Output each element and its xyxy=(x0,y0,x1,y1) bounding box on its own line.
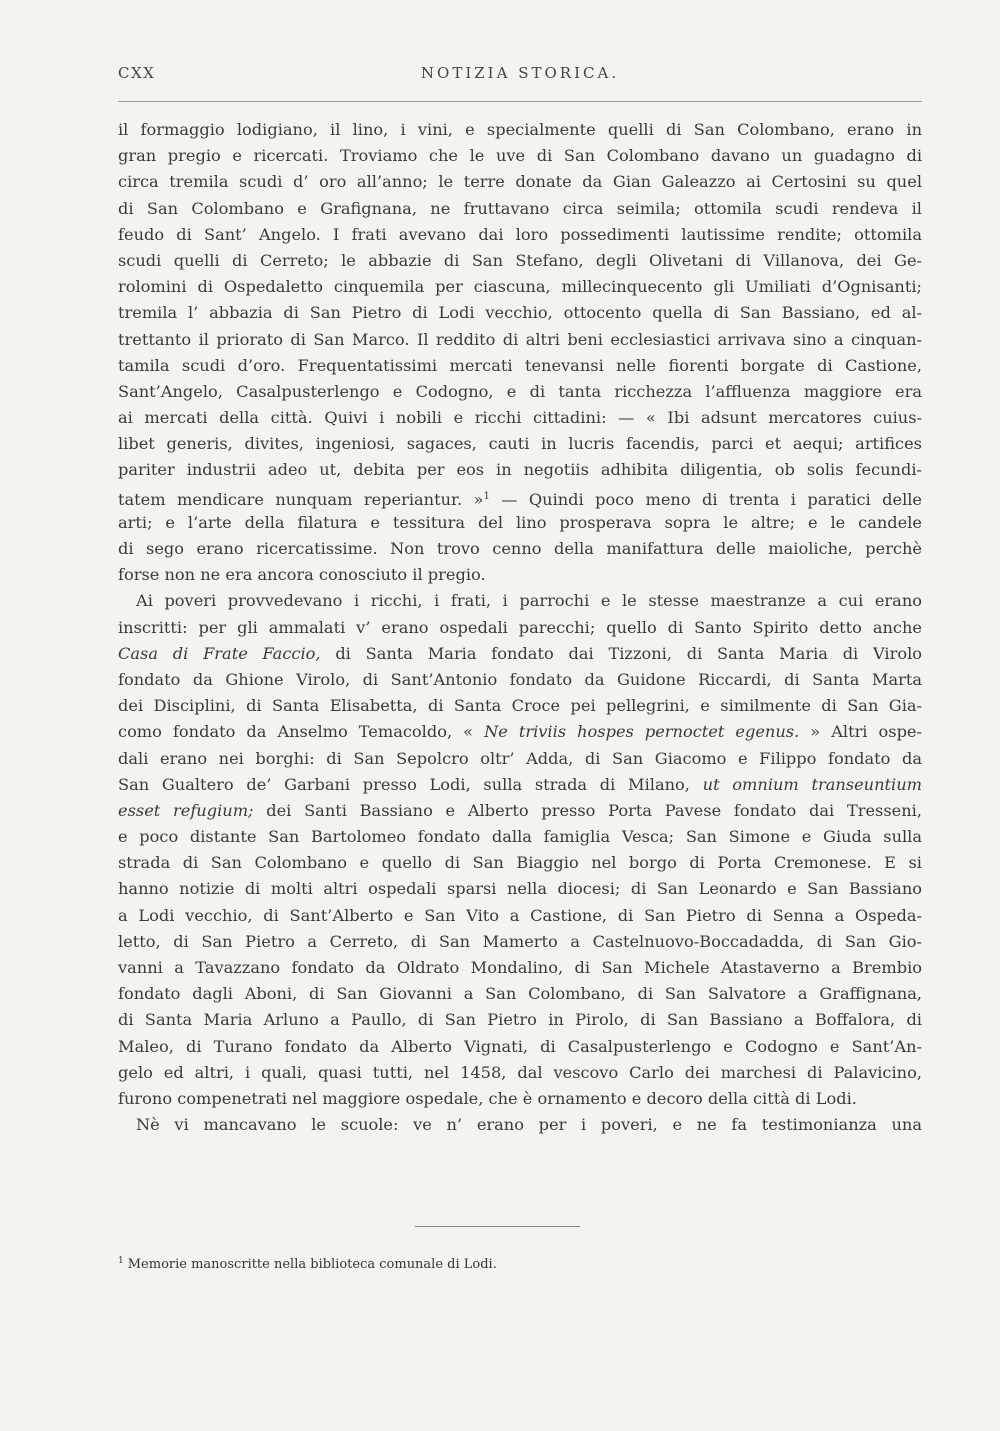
text-line: a Lodi vecchio, di Sant’Alberto e San Vito a Castione, di San Pietro di Senna a Ospeda- xyxy=(118,905,922,925)
text-line: dei Disciplini, di Santa Elisabetta, di Santa Croce pei pellegrini, e similmente di San Gia- xyxy=(118,696,922,716)
paragraph-first-line: Ai poveri provvedevano i ricchi, i frati, i parrochi e le stesse maestranze a cui erano xyxy=(136,591,922,611)
italic-quote: Ne triviis hospes pernoctet egenus. xyxy=(484,722,800,742)
text-line: hanno notizie di molti altri ospedali sparsi nella diocesi; di San Leonardo e San Bassiano xyxy=(118,879,922,899)
text-line: strada di San Colombano e quello di San Biaggio nel borgo di Porta Cremonese. E si xyxy=(118,853,922,873)
text-line: dali erano nei borghi: di San Sepolcro oltr’ Adda, di San Giacomo e Filippo fondato da xyxy=(118,748,922,768)
text-line: di Santa Maria Arluno a Paullo, di San Pietro in Pirolo, di San Bassiano a Boffalora, di xyxy=(118,1010,922,1030)
italic-text: esset refugium; xyxy=(118,800,254,820)
text-line: libet generis, divites, ingeniosi, sagaces, cauti in lucris facendis, parci et aequi; artifices xyxy=(118,434,922,454)
text-line: letto, di San Pietro a Cerreto, di San Mamerto a Castelnuovo-Boccadadda, di San Gio- xyxy=(118,931,922,951)
text-fragment: San Gualtero de’ Garbani presso Lodi, sulla strada di Milano, xyxy=(118,774,703,794)
footnote xyxy=(118,1256,922,1272)
page-number: CXX xyxy=(118,64,156,82)
text-line: Maleo, di Turano fondato da Alberto Vignati, di Casalpusterlengo e Codogno e Sant’An- xyxy=(118,1036,922,1056)
text-fragment: como fondato da Anselmo Temacoldo, « xyxy=(118,722,485,742)
text-fragment: dei Santi Bassiano e Alberto presso Porta Pavese fondato dai Tresseni, xyxy=(253,800,922,820)
text-line xyxy=(118,798,922,824)
text-line: tremila l’ abbazia di San Pietro di Lodi vecchio, ottocento quella di San Bassiano, ed al- xyxy=(118,303,922,323)
text-line: ai mercati della città. Quivi i nobili e ricchi cittadini: — « Ibi adsunt mercatores cuius- xyxy=(118,408,922,428)
text-fragment: di Santa Maria fondato dai Tizzoni, di Santa Maria di Virolo xyxy=(320,643,922,663)
body-text xyxy=(118,117,922,1138)
text-line xyxy=(118,641,922,667)
text-line: arti; e l’arte della filatura e tessitura del lino prosperava sopra le altre; e le candele xyxy=(118,512,922,532)
text-line: gran pregio e ricercati. Troviamo che le uve di San Colombano davano un guadagno di xyxy=(118,146,922,166)
text-line: Sant’Angelo, Casalpusterlengo e Codogno, e di tanta ricchezza l’affluenza maggiore era xyxy=(118,381,922,401)
text-line: di sego erano ricercatissime. Non trovo cenno della manifattura delle maioliche, perchè xyxy=(118,539,922,558)
text-line: feudo di Sant’ Angelo. I frati avevano dai loro possedimenti lautissime rendite; ottomila xyxy=(118,224,922,244)
paragraph-end-line: forse non ne era ancora conosciuto il pregio. xyxy=(118,565,486,585)
page-header xyxy=(118,64,922,88)
text-fragment: tatem mendicare nunquam reperiantur. » xyxy=(118,489,484,509)
text-line: gelo ed altri, i quali, quasi tutti, nel 1458, dal vescovo Carlo dei marchesi di Palavicino, xyxy=(118,1062,922,1082)
text-line: fondato dagli Aboni, di San Giovanni a San Colombano, di San Salvatore a Graffignana, xyxy=(118,984,922,1004)
text-fragment: » Altri ospe- xyxy=(799,722,922,742)
text-line: il formaggio lodigiano, il lino, i vini, e specialmente quelli di San Colombano, erano in xyxy=(118,120,922,139)
italic-text: Casa di Frate Faccio, xyxy=(118,643,321,663)
italic-text: ut omnium transeuntium xyxy=(702,774,922,794)
text-line: inscritti: per gli ammalati v’ erano ospedali parecchi; quello di Santo Spirito detto anche xyxy=(118,617,922,637)
running-title: NOTIZIA STORICA. xyxy=(420,64,620,82)
text-fragment: — Quindi poco meno di trenta i paratici delle xyxy=(489,489,922,509)
footnote-mark: 1 xyxy=(118,1256,124,1266)
paragraph-end-line: furono compenetrati nel maggiore ospedale, che è ornamento e decoro della città di Lodi. xyxy=(118,1088,857,1108)
footnote-text: Memorie manoscritte nella biblioteca comunale di Lodi. xyxy=(127,1257,497,1272)
text-line: rolomini di Ospedaletto cinquemila per ciascuna, millecinquecento gli Umiliati d’Ognisanti; xyxy=(118,277,922,297)
text-line: scudi quelli di Cerreto; le abbazie di San Stefano, degli Olivetani di Villanova, dei Ge- xyxy=(118,250,922,270)
footnote-reference: 1 xyxy=(483,490,490,502)
paragraph-first-line: Nè vi mancavano le scuole: ve n’ erano per i poveri, e ne fa testimonianza una xyxy=(136,1115,922,1135)
text-line: tamila scudi d’oro. Frequentatissimi mercati tenevansi nelle fiorenti borgate di Castione, xyxy=(118,355,922,375)
text-line xyxy=(118,772,922,798)
text-line: trettanto il priorato di San Marco. Il reddito di altri beni ecclesiastici arrivava sino a cinquan- xyxy=(118,329,922,349)
text-line: di San Colombano e Grafignana, ne fruttavano circa seimila; ottomila scudi rendeva il xyxy=(118,198,922,218)
text-line-with-footnote-ref xyxy=(118,484,922,510)
text-line: fondato da Ghione Virolo, di Sant’Antonio fondato da Guidone Riccardi, di Santa Marta xyxy=(118,669,922,689)
text-line: vanni a Tavazzano fondato da Oldrato Mondalino, di San Michele Atastaverno a Brembio xyxy=(118,958,922,977)
text-line: circa tremila scudi d’ oro all’anno; le terre donate da Gian Galeazzo ai Certosini su quel xyxy=(118,172,922,192)
header-rule xyxy=(118,101,922,102)
footnote-rule xyxy=(415,1226,580,1227)
text-line xyxy=(118,719,922,745)
text-line: pariter industrii adeo ut, debita per eos in negotiis adhibita diligentia, ob solis fecundi- xyxy=(118,460,922,480)
text-line: e poco distante San Bartolomeo fondato dalla famiglia Vesca; San Simone e Giuda sulla xyxy=(118,827,922,847)
